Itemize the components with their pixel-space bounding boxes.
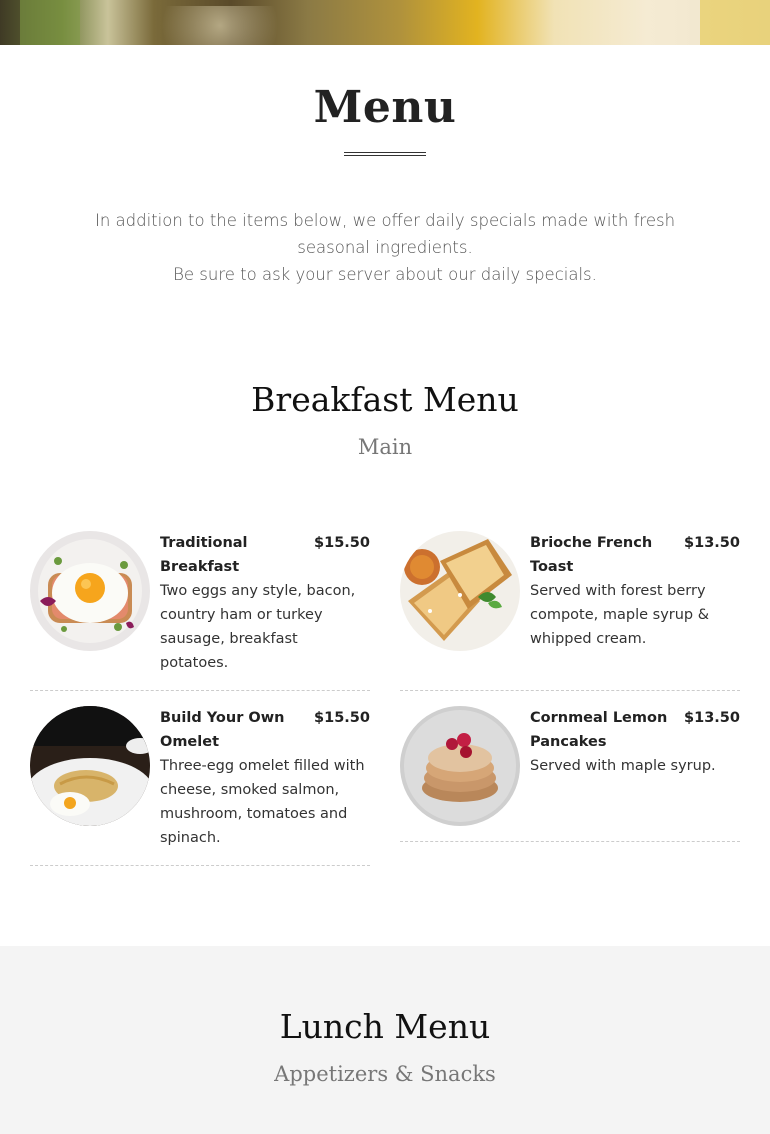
item-name: Cornmeal Lemon Pancakes — [530, 710, 668, 750]
page-title: Menu — [313, 82, 457, 133]
intro-line-2: Be sure to ask your server about our daily specials. — [173, 265, 597, 284]
breakfast-section-subtitle: Main — [357, 435, 413, 459]
fried-egg-toast-image — [30, 531, 150, 651]
item-description: Served with forest berry compote, maple syrup & whipped cream. — [530, 583, 710, 647]
item-name: Build Your Own Omelet — [160, 710, 285, 750]
lunch-section-subtitle: Appetizers & Snacks — [274, 1062, 496, 1086]
item-divider — [30, 865, 370, 866]
item-name: Brioche French Toast — [530, 535, 653, 575]
pancakes-image — [400, 706, 520, 826]
item-price: $15.50 — [314, 710, 370, 726]
item-divider — [400, 690, 740, 691]
item-price: $13.50 — [684, 535, 740, 551]
lunch-section-title: Lunch Menu — [279, 1007, 491, 1046]
item-name: Traditional Breakfast — [160, 535, 248, 575]
omelet-plate-image — [30, 706, 150, 826]
item-description: Two eggs any style, bacon, country ham or turkey sausage, breakfast potatoes. — [160, 583, 356, 671]
menu-item — [400, 531, 740, 653]
intro-line-1: In addition to the items below, we offer daily specials made with fresh seasonal ingredients. — [94, 211, 676, 257]
item-description: Three-egg omelet filled with cheese, smoked salmon, mushroom, tomatoes and spinach. — [160, 758, 365, 846]
menu-item — [30, 706, 370, 850]
menu-item — [30, 531, 370, 675]
hero-banner-image — [0, 0, 770, 45]
title-divider — [344, 152, 426, 156]
item-price: $13.50 — [684, 710, 740, 726]
menu-item — [400, 706, 740, 828]
item-divider — [400, 841, 740, 842]
item-divider — [30, 690, 370, 691]
intro-text — [80, 207, 690, 288]
french-toast-image — [400, 531, 520, 651]
item-price: $15.50 — [314, 535, 370, 551]
item-description: Served with maple syrup. — [530, 758, 716, 774]
breakfast-section-title: Breakfast Menu — [251, 380, 519, 419]
